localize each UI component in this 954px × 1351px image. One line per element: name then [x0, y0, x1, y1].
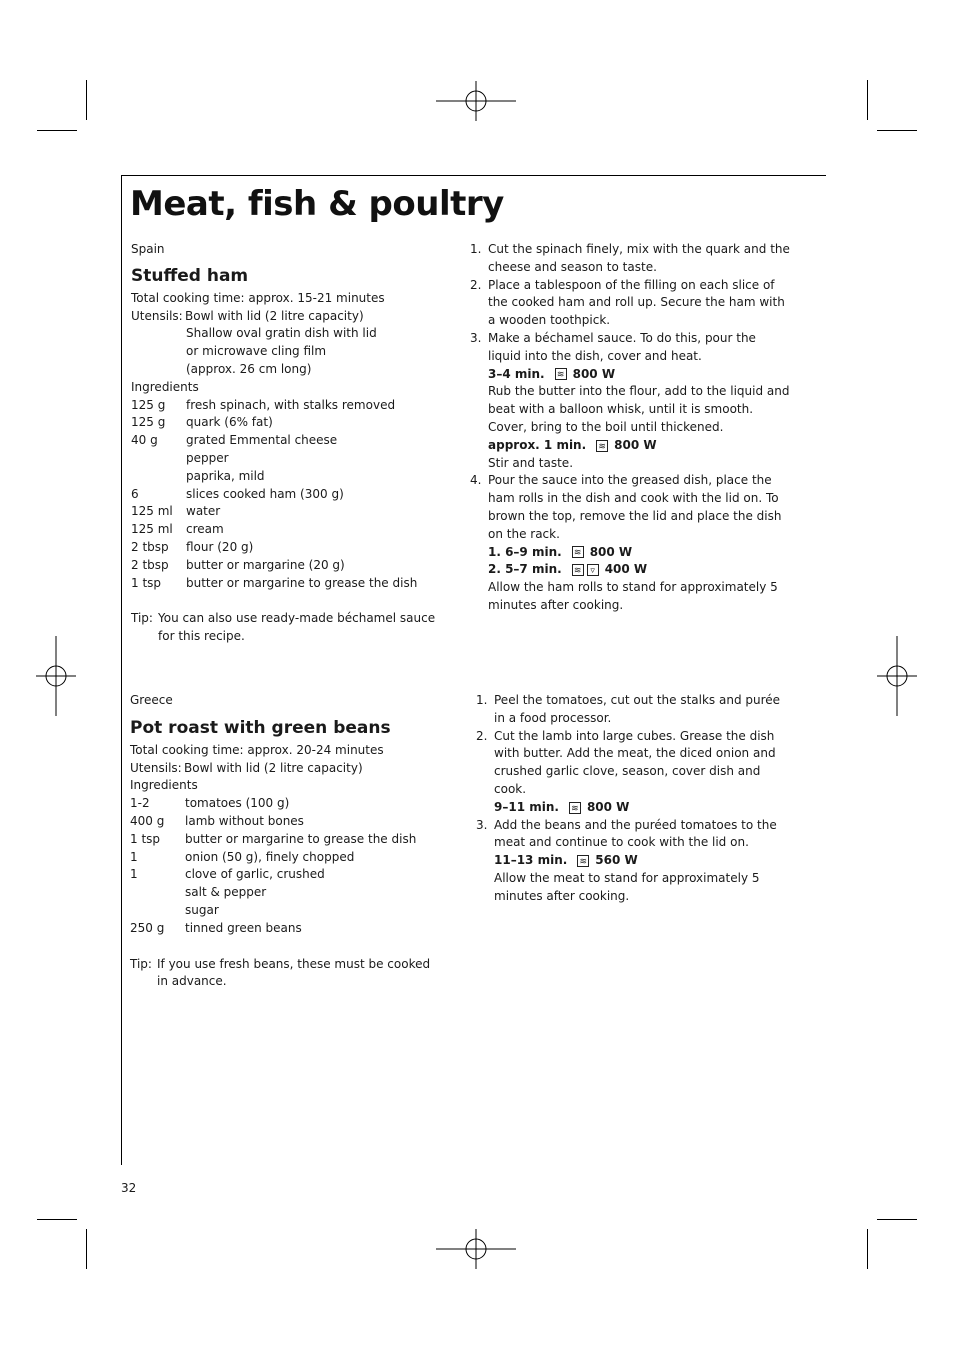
utensils [130, 760, 450, 778]
step-text: Stir and taste. [488, 455, 574, 470]
microwave-icon: ≋ [569, 802, 581, 814]
step-item: 3. Make a béchamel sauce. To do this, pour the liquid into the dish, cover and heat. [470, 330, 756, 363]
top-rule [121, 175, 826, 176]
step-item: 3. Add the beans and the puréed tomatoes to the meat and continue to cook with the lid on. [476, 817, 777, 850]
cooking-setting [470, 561, 790, 579]
setting-time: 3–4 min. [488, 366, 545, 381]
microwave-icon: ≋ [577, 855, 589, 867]
utensils-label: Utensils: [131, 308, 183, 323]
step-text: Allow the ham rolls to stand for approximately 5 minutes after cooking. [488, 580, 778, 612]
step-item: 2. Cut the lamb into large cubes. Grease the dish with butter. Add the meat, the diced onion and crushed garlic clove, season, cover dish and cook. [476, 728, 776, 796]
step-item: 1. Peel the tomatoes, cut out the stalks and purée in a food processor. [476, 693, 781, 725]
tip-label: Tip: [130, 956, 152, 971]
utensil-item: or microwave cling film [186, 344, 327, 359]
page-number: 32 [121, 1181, 137, 1195]
setting-power: 800 W [614, 437, 657, 452]
step-text: Rub the butter into the flour, add to the liquid and beat with a balloon whisk, until it is smooth. Cover, bring to the boil until thickened. [488, 384, 790, 434]
crop-mark [867, 1229, 868, 1269]
crop-mark [37, 130, 77, 131]
step-item: 2. Place a tablespoon of the filling on each slice of the cooked ham and roll up. Secure the ham with a wooden toothpick. [470, 277, 785, 328]
setting-power: 800 W [572, 366, 616, 381]
utensils-label: Utensils: [130, 760, 182, 775]
setting-time: approx. 1 min. [488, 437, 587, 452]
total-cooking-time: Total cooking time: approx. 20-24 minutes [130, 742, 384, 757]
recipe-stuffed-ham-ingredients [131, 241, 451, 646]
tip-label: Tip: [131, 611, 153, 626]
ingredient-row: 125 g quark (6% fat) [131, 415, 273, 430]
ingredient-row: 250 g tinned green beans [130, 920, 302, 935]
ingredient-row: 1 tsp butter or margarine to grease the dish [131, 575, 418, 590]
tip-text: You can also use ready-made béchamel sauce for this recipe. [158, 611, 436, 644]
ingredient-row: salt & pepper [185, 885, 267, 900]
recipe-title: Pot roast with green beans [130, 717, 391, 738]
crop-mark [877, 130, 917, 131]
cooking-setting [470, 544, 790, 562]
microwave-icon: ≋ [555, 368, 567, 380]
utensil-item: Shallow oval gratin dish with lid [186, 326, 377, 341]
crop-mark [86, 1229, 87, 1269]
recipe-tip [131, 610, 451, 646]
microwave-icon: ≋ [572, 564, 584, 576]
setting-time: 9–11 min. [494, 799, 559, 814]
utensil-item: Bowl with lid (2 litre capacity) [185, 308, 364, 323]
ingredient-row: 125 ml water [131, 504, 221, 519]
ingredient-row: 1-2 tomatoes (100 g) [130, 796, 290, 811]
cooking-setting [470, 437, 790, 455]
recipe-stuffed-ham-steps [470, 241, 790, 615]
cooking-setting [476, 852, 791, 870]
recipe-country: Spain [131, 242, 165, 256]
ingredient-row: sugar [185, 902, 219, 917]
cooking-setting [470, 366, 790, 384]
grill-icon: ▿ [587, 564, 599, 576]
ingredient-row: 400 g lamb without bones [130, 813, 304, 828]
registration-mark-icon [436, 1229, 516, 1269]
ingredient-row: 2 tbsp flour (20 g) [131, 539, 254, 554]
registration-mark-icon [436, 81, 516, 121]
crop-mark [877, 1219, 917, 1220]
crop-mark [867, 80, 868, 120]
utensil-item: (approx. 26 cm long) [186, 361, 312, 376]
crop-mark [86, 80, 87, 120]
cooking-setting [476, 799, 791, 817]
setting-time: 1. 6–9 min. [488, 544, 562, 559]
registration-mark-icon [36, 636, 76, 716]
ingredient-row: 2 tbsp butter or margarine (20 g) [131, 557, 345, 572]
setting-time: 11–13 min. [494, 853, 568, 868]
total-cooking-time: Total cooking time: approx. 15-21 minutes [131, 290, 385, 305]
ingredient-row: 1 onion (50 g), finely chopped [130, 849, 355, 864]
setting-power: 800 W [589, 544, 633, 559]
ingredient-row: 40 g grated Emmental cheese [131, 433, 338, 448]
recipe-country: Greece [130, 693, 173, 707]
left-rule [121, 175, 122, 1165]
ingredients-label: Ingredients [130, 778, 198, 793]
recipe-pot-roast-steps [476, 692, 791, 906]
registration-mark-icon [877, 636, 917, 716]
tip-text: If you use fresh beans, these must be cooked in advance. [157, 956, 431, 989]
page-title: Meat, fish & poultry [130, 184, 504, 224]
ingredients-label: Ingredients [131, 379, 199, 394]
utensils [131, 308, 451, 326]
recipe-title: Stuffed ham [131, 265, 249, 286]
setting-time: 2. 5–7 min. [488, 562, 562, 577]
setting-power: 560 W [595, 853, 638, 868]
recipe-tip [130, 956, 450, 992]
setting-power: 400 W [604, 562, 648, 577]
ingredient-row: paprika, mild [186, 468, 265, 483]
setting-power: 800 W [586, 799, 630, 814]
microwave-icon: ≋ [596, 440, 608, 452]
ingredient-row: 125 ml cream [131, 522, 224, 537]
ingredient-row: 1 clove of garlic, crushed [130, 867, 325, 882]
recipe-pot-roast-ingredients [130, 692, 450, 991]
step-text: Allow the meat to stand for approximately 5 minutes after cooking. [494, 870, 760, 903]
step-item: 1. Cut the spinach finely, mix with the quark and the cheese and season to taste. [470, 242, 790, 274]
ingredient-row: pepper [186, 450, 229, 465]
ingredient-row: 6 slices cooked ham (300 g) [131, 486, 344, 501]
ingredient-row: 125 g fresh spinach, with stalks removed [131, 397, 396, 412]
utensil-item: Bowl with lid (2 litre capacity) [184, 760, 363, 775]
microwave-icon: ≋ [572, 546, 584, 558]
ingredient-row: 1 tsp butter or margarine to grease the dish [130, 831, 417, 846]
crop-mark [37, 1219, 77, 1220]
step-item: 4. Pour the sauce into the greased dish, place the ham rolls in the dish and cook with the lid on. To brown the top, remove the lid and place the dish on the rack. [470, 473, 782, 541]
